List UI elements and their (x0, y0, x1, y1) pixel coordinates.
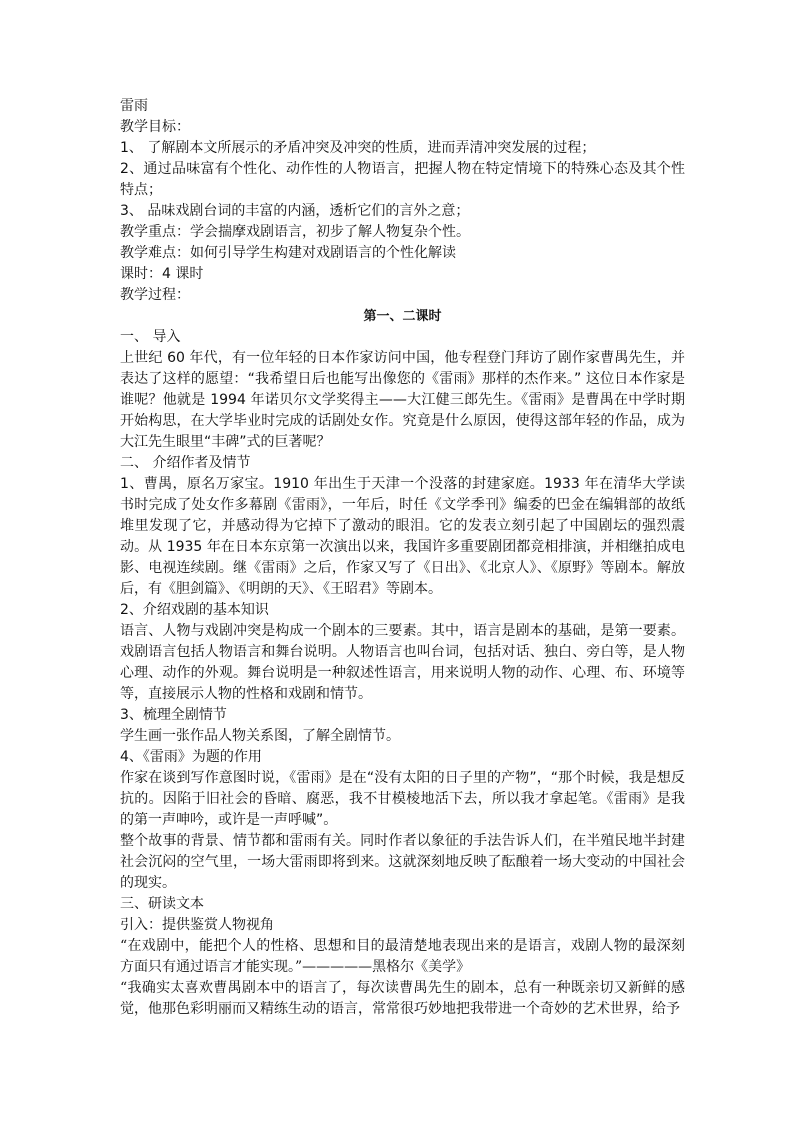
section-2-subheading-2: 2、介绍戏剧的基本知识 (120, 602, 269, 618)
section-3-quote-1: “在戏剧中，能把个人的性格、思想和目的最清楚地表现出来的是语言，戏剧人物的最深刻方面只有通过语言才能实现。”—————黑格尔《美学》 (120, 938, 685, 975)
section-3-quote-2: “我确实太喜欢曹禺剧本中的语言了，每次读曹禺先生的剧本，总有一种既亲切又新鲜的感觉，他那色彩明丽而又精练生动的语言，常常很巧妙地把我带进一个奇妙的艺术世界，给予 (120, 980, 685, 1017)
section-2-paragraph-1: 1、曹禺，原名万家宝。1910 年出生于天津一个没落的封建家庭。1933 年在清华大学读书时完成了处女作多幕剧《雷雨》，一年后，时任《文学季刊》编委的巴金在编辑部的故纸堆里发现了它，并感动得为它掉下了激动的眼泪。它的发表立刻引起了中国剧坛的强烈震动。从 1935 年在日本东京第一次演出以来，我国许多重要剧团都竞相排演，并相继拍成电影、电视连续剧。继《雷雨》之后，作家又写了《日出》、《北京人》、《原野》等剧本。解放后，有《胆剑篇》、《明朗的天》、《王昭君》等剧本。 (120, 476, 685, 597)
document-page (120, 96, 685, 1020)
objectives-label: 教学目标： (120, 119, 190, 135)
difficulty: 教学难点：如何引导学生构建对戏剧语言的个性化解读 (120, 245, 456, 261)
section-1-heading: 一、 导入 (120, 329, 181, 345)
class-hours: 课时：4 课时 (120, 266, 204, 282)
key-point: 教学重点：学会揣摩戏剧语言，初步了解人物复杂个性。 (120, 224, 470, 240)
process-label: 教学过程： (120, 287, 190, 303)
section-2-heading: 二、 介绍作者及情节 (120, 455, 251, 471)
objective-3: 3、 品味戏剧台词的丰富的内涵，透析它们的言外之意； (120, 203, 470, 219)
section-2-paragraph-5: 整个故事的背景、情节都和雷雨有关。同时作者以象征的手法告诉人们，在半殖民地半封建社会沉闷的空气里，一场大雷雨即将到来。这就深刻地反映了酝酿着一场大变动的中国社会的现实。 (120, 833, 685, 891)
section-2-paragraph-4: 作家在谈到写作意图时说，《雷雨》是在“没有太阳的日子里的产物”，“那个时候，我是想反抗的。因陷于旧社会的昏暗、腐恶，我不甘模棱地活下去，所以我才拿起笔。《雷雨》是我的第一声呻吟，或许是一声呼喊”。 (120, 770, 685, 828)
lesson-heading: 第一、二课时 (363, 309, 442, 324)
section-2-subheading-3: 3、梳理全剧情节 (120, 707, 227, 723)
section-2-paragraph-2: 语言、人物与戏剧冲突是构成一个剧本的三要素。其中，语言是剧本的基础，是第一要素。戏剧语言包括人物语言和舞台说明。人物语言也叫台词，包括对话、独白、旁白等，是人物心理、动作的外观。舞台说明是一种叙述性语言，用来说明人物的动作、心理、布、环境等等，直接展示人物的性格和戏剧和情节。 (120, 623, 685, 702)
section-2-subheading-4: 4、《雷雨》为题的作用 (120, 749, 262, 765)
document-title: 雷雨 (120, 98, 148, 114)
objective-2: 2、通过品味富有个性化、动作性的人物语言，把握人物在特定情境下的特殊心态及其个性特点； (120, 161, 685, 198)
section-3-heading: 三、研读文本 (120, 896, 204, 912)
section-1-paragraph: 上世纪 60 年代，有一位年轻的日本作家访问中国，他专程登门拜访了剧作家曹禺先生，并表达了这样的愿望：“我希望日后也能写出像您的《雷雨》那样的杰作来。” 这位日本作家是谁呢？他就是 1994 年诺贝尔文学奖得主——大江健三郎先生。《雷雨》是曹禺在中学时期开始构思，在大学毕业时完成的话剧处女作。究竟是什么原因，使得这部年轻的作品，成为大江先生眼里“丰碑”式的巨著呢？ (120, 350, 685, 450)
section-3-intro: 引入：提供鉴赏人物视角 (120, 917, 274, 933)
objective-1: 1、 了解剧本文所展示的矛盾冲突及冲突的性质，进而弄清冲突发展的过程； (120, 140, 596, 156)
section-2-paragraph-3: 学生画一张作品人物关系图，了解全剧情节。 (120, 728, 400, 744)
